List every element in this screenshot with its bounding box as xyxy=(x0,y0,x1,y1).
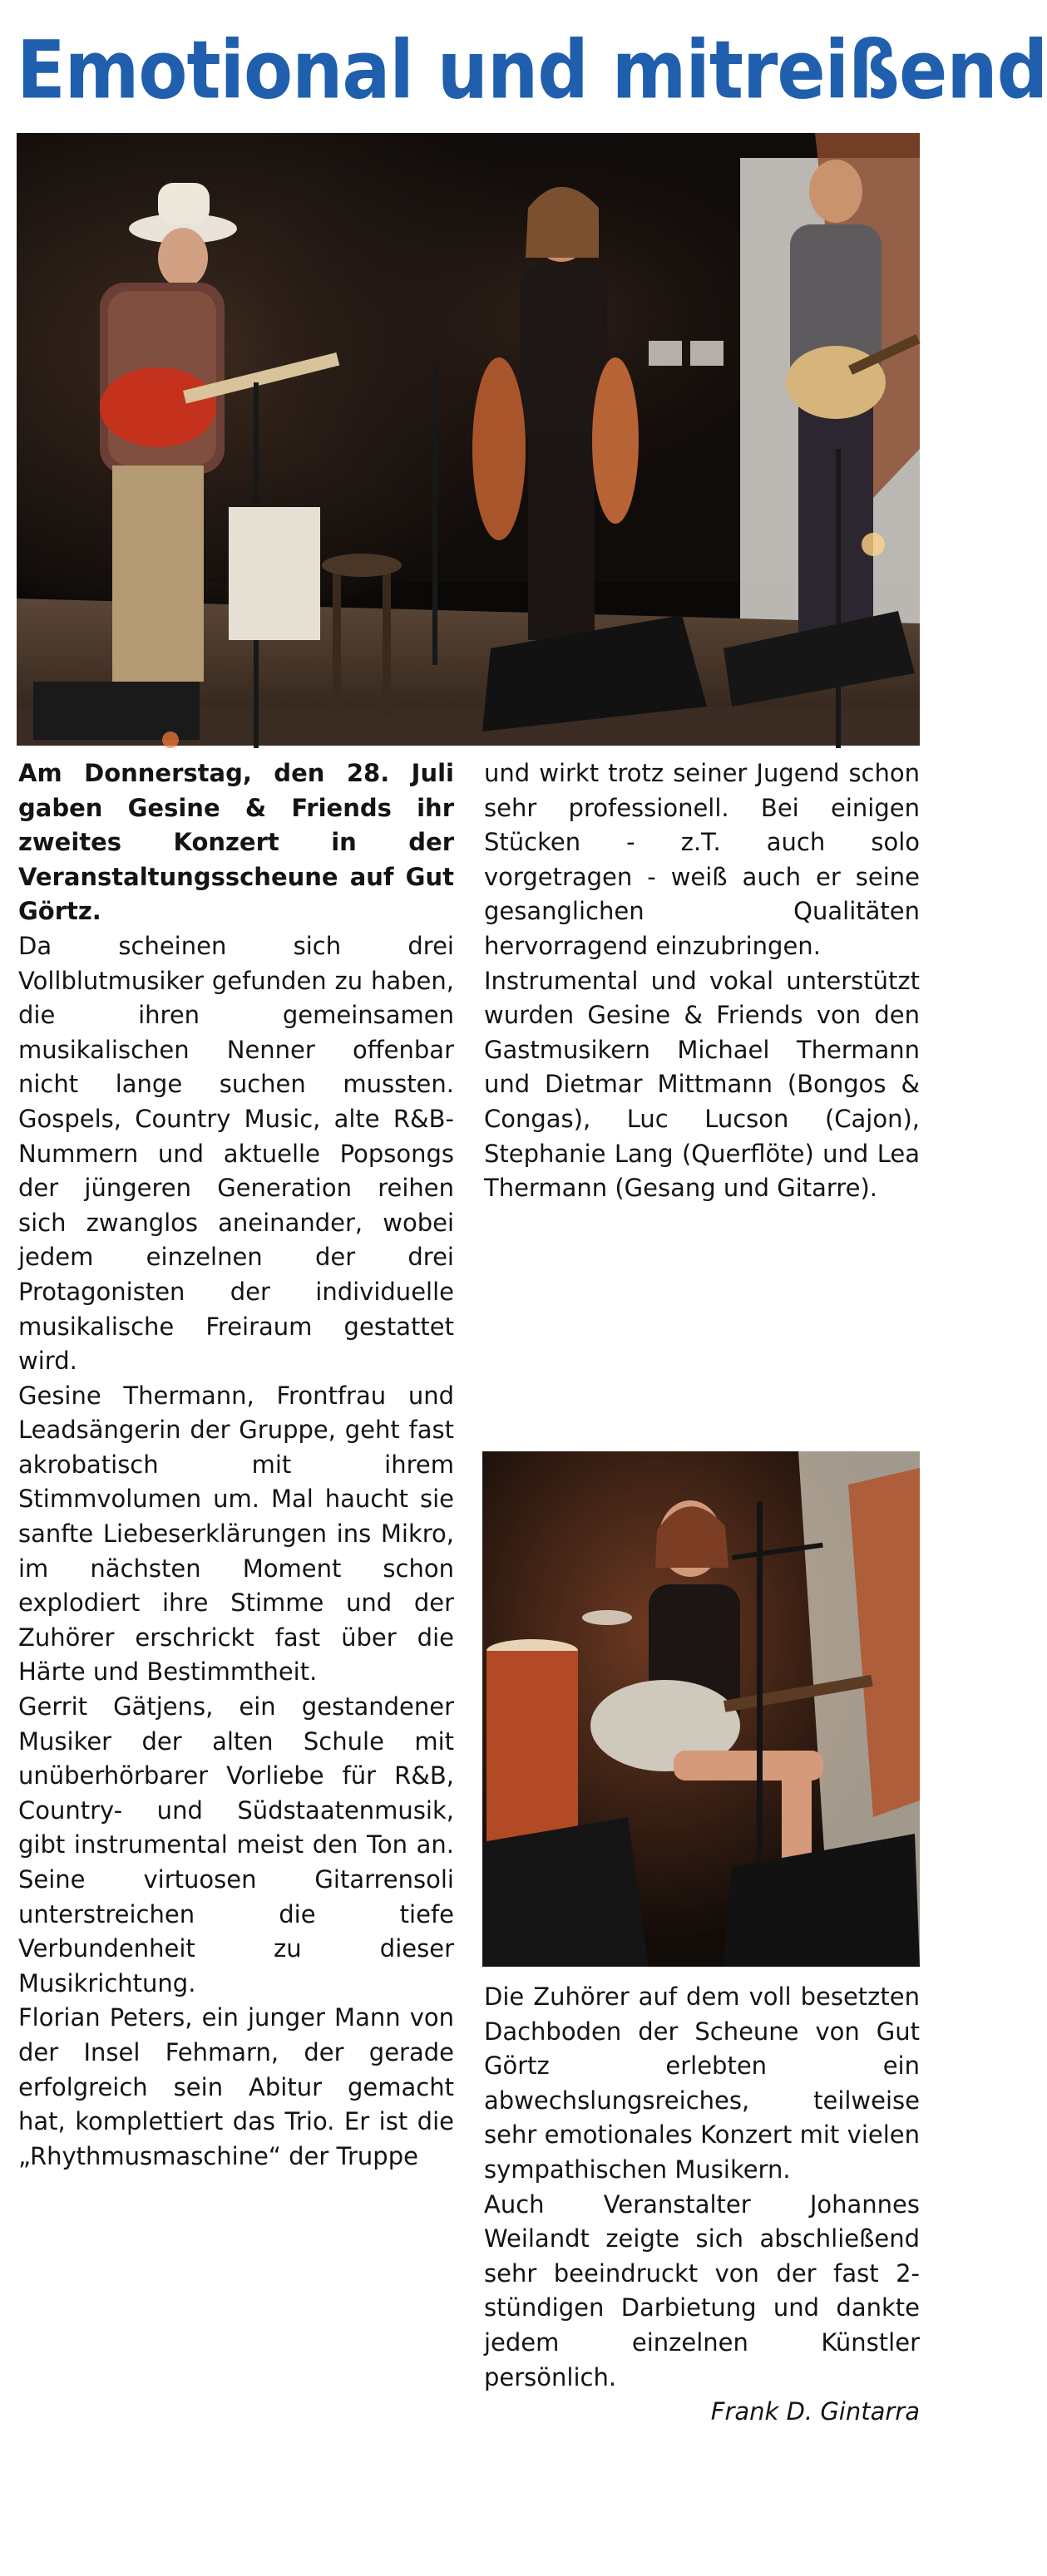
article-paragraph: Die Zuhörer auf dem voll besetzten Dachboden der Scheune von Gut Görtz erlebten ein abwechslungsreiches, teilweise sehr emotionales Konzert mit vielen sympathischen Musikern. xyxy=(484,1982,920,2184)
article-paragraph: Da scheinen sich drei Vollblutmusiker gefunden zu haben, die ihren gemeinsamen musikalischen Nenner offenbar nicht lange suchen mussten. Gospels, Country Music, alte R&B-Nummern und aktuelle Popsongs der jüngeren Generation reihen sich zwanglos aneinander, wobei jedem einzelnen der drei Protagonisten der individuelle musikalische Freiraum gestattet wird. xyxy=(18,931,454,1376)
article-paragraph: Florian Peters, ein junger Mann von der Insel Fehmarn, der gerade erfolgreich sein Abitur gemacht hat, komplettiert das Trio. Er ist die „Rhythmusmaschine“ der Truppe xyxy=(18,2003,454,2170)
guitarist-illustration xyxy=(482,1451,920,1967)
article-column-left xyxy=(18,756,454,2174)
article-paragraph: Gerrit Gätjens, ein gestandener Musiker der alten Schule mit unüberhörbarer Vorliebe für R&B, Country- und Südstaatenmusik, gibt instrumental meist den Ton an. Seine virtuosen Gitarrensoli unterstreichen die tiefe Verbundenheit zu dieser Musikrichtung. xyxy=(18,1692,454,1997)
article-paragraph: Auch Veranstalter Johannes Weilandt zeigte sich abschließend sehr beeindruckt von der fast 2-stündigen Darbietung und dankte jedem einzelnen Künstler persönlich. xyxy=(484,2189,920,2391)
article-author: Frank D. Gintarra xyxy=(710,2397,920,2426)
article-column-right-bottom xyxy=(484,1980,920,2430)
article-paragraph: Gesine Thermann, Frontfrau und Leadsängerin der Gruppe, geht fast akrobatisch mit ihrem Stimmvolumen um. Mal haucht sie sanfte Liebeserklärungen ins Mikro, im nächsten Moment schon explodiert ihre Stimme und der Zuhörer erschrickt fast über die Härte und Bestimmtheit. xyxy=(18,1381,454,1687)
guitarist-photo xyxy=(482,1451,920,1967)
band-stage-photo xyxy=(17,133,920,746)
article-headline: Emotional und mitreißend xyxy=(17,24,1047,118)
article-lead: Am Donnerstag, den 28. Juli gaben Gesine & Friends ihr zweites Konzert in der Veranstaltungsscheune auf Gut Görtz. xyxy=(18,759,454,926)
article-paragraph: und wirkt trotz seiner Jugend schon sehr professionell. Bei einigen Stücken - z.T. auch solo vorgetragen - weiß auch er seine gesanglichen Qualitäten hervorragend einzubringen. xyxy=(484,759,920,960)
band-stage-illustration xyxy=(17,133,920,746)
article-column-right-top xyxy=(484,756,920,1206)
article-paragraph: Instrumental und vokal unterstützt wurden Gesine & Friends von den Gastmusikern Michael Thermann und Dietmar Mittmann (Bongos & Congas), Luc Lucson (Cajon), Stephanie Lang (Querflöte) und Lea Thermann (Gesang und Gitarre). xyxy=(484,966,920,1203)
